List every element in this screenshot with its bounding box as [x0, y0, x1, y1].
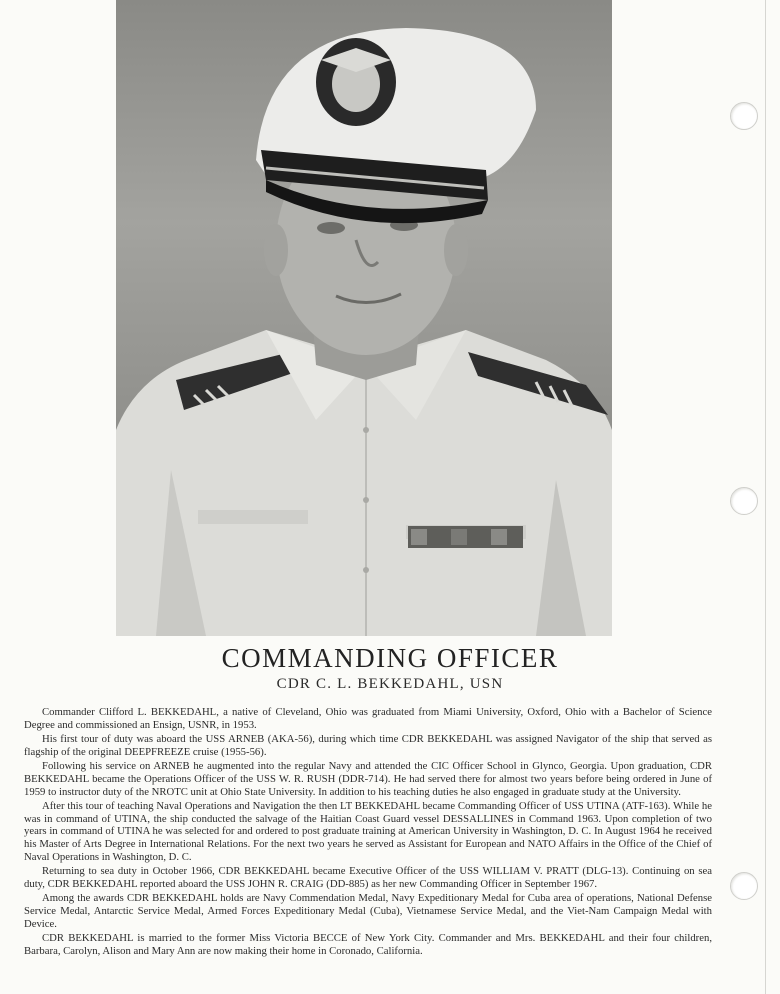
- bio-paragraph: Returning to sea duty in October 1966, CDR BEKKEDAHL became Executive Officer of the USS WILLIAM V. PRATT (DLG-13). Continuing on sea duty, CDR BEKKEDAHL reported aboard the USS JOHN R. CRAIG (DD-885) as her new Commanding Officer in September 1967.: [24, 865, 712, 890]
- bio-paragraph: After this tour of teaching Naval Operations and Navigation the then LT BEKKEDAHL became Commanding Officer of USS UTINA (ATF-163). While he was in command of UTINA, the ship conducted the salvage of the Haitian Coast Guard vessel DESSALLINES in Command 1963. Upon completion of two years in command of UTINA he was selected for and ordered to post graduate training at American University in Washington, D. C. In August 1964 he received his Master of Arts Degree in International Relations. For the next two years he served as Assistant for European and NATO Affairs in the Office of the Chief of Naval Operations in Washington, D. C.: [24, 800, 712, 863]
- page-title: COMMANDING OFFICER: [221, 643, 559, 673]
- punch-hole-bottom: [730, 872, 758, 900]
- page-edge: [765, 0, 766, 994]
- bio-paragraph: Commander Clifford L. BEKKEDAHL, a native of Cleveland, Ohio was graduated from Miami University, Oxford, Ohio with a Bachelor of Science Degree and commissioned an Ensign, USNR, in 1953.: [24, 706, 712, 731]
- officer-portrait-photo: [116, 0, 612, 636]
- bio-paragraph: Following his service on ARNEB he augmented into the regular Navy and attended the CIC Officer School in Glynco, Georgia. Upon graduation, CDR BEKKEDAHL became the Operations Officer of the USS W. R. RUSH (DDR-714). He had served there for almost two years before being ordered in June of 1959 to instructor duty of the NROTC unit at Ohio State University. In addition to his teaching duties he also engaged in graduate study at the University.: [24, 760, 712, 798]
- officer-name-subtitle: CDR C. L. BEKKEDAHL, USN: [276, 676, 504, 692]
- biography-text: [24, 706, 712, 959]
- bio-paragraph: Among the awards CDR BEKKEDAHL holds are Navy Commendation Medal, Navy Expeditionary Medal for Cuba area of operations, National Defense Service Medal, Antarctic Service Medal, Armed Forces Expeditionary Medal (Cuba), Vietnamese Service Medal, and the Viet-Nam Campaign Medal with Device.: [24, 892, 712, 930]
- punch-hole-top: [730, 102, 758, 130]
- bio-paragraph: His first tour of duty was aboard the USS ARNEB (AKA-56), during which time CDR BEKKEDAHL was assigned Navigator of the ship that served as flagship of the original DEEPFREEZE cruise (1955-56).: [24, 733, 712, 758]
- bio-paragraph: CDR BEKKEDAHL is married to the former Miss Victoria BECCE of New York City. Commander and Mrs. BEKKEDAHL and their four children, Barbara, Carolyn, Alison and Mary Ann are now making their home in Coronado, California.: [24, 932, 712, 957]
- punch-hole-middle: [730, 487, 758, 515]
